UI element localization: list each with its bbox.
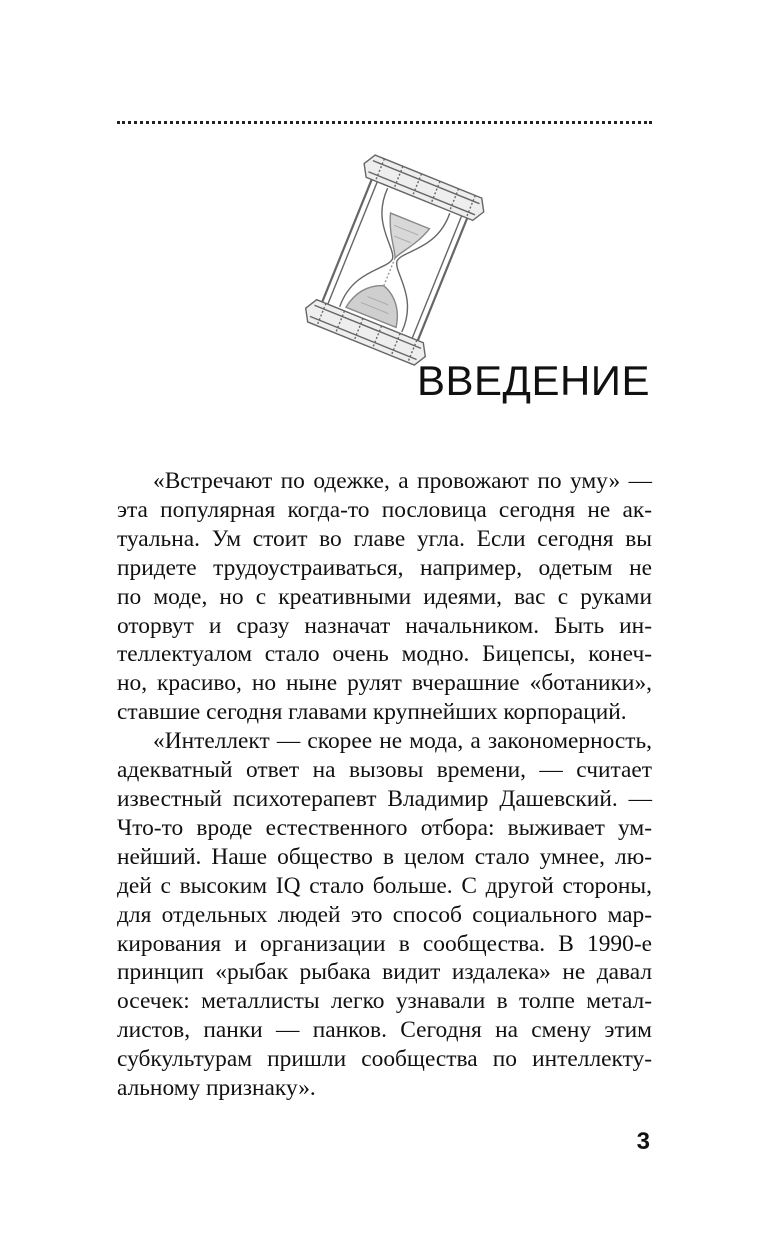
text-line: придете трудоустраиваться, например, одетым не [117,554,652,581]
text-line: принцип «рыбак рыбака видит издалека» не давал [117,959,652,986]
paragraph [117,467,652,727]
text-line: листов, панки — панков. Сегодня на смену этим [117,1017,652,1044]
text-line: альному признаку». [117,1075,316,1102]
text-line: осечек: металлисты легко узнавали в толпе метал- [117,988,652,1015]
text-line: субкультурам пришли сообщества по интеллекту- [117,1046,652,1073]
text-line: оторвут и сразу назначат начальником. Быть ин- [117,612,652,639]
body-text [117,467,652,1103]
text-line: по моде, но с креативными идеями, вас с руками [117,583,652,610]
text-line: «Интеллект — скорее не мода, а закономерность, [153,728,652,755]
dotted-divider [117,121,652,124]
text-line: адекватный ответ на вызовы времени, — считает [117,757,652,784]
text-line: дей с высоким IQ стало больше. С другой стороны, [117,872,652,899]
text-line: туальна. Ум стоит во главе угла. Если сегодня вы [117,525,652,552]
text-line: кирования и организации в сообщества. В 1990-е [117,930,652,957]
text-line: нейший. Наше общество в целом стало умнее, лю- [117,843,652,870]
text-line: теллектуалом стало очень модно. Бицепсы, конеч- [117,641,652,668]
text-line: «Встречают по одежке, а провожают по уму» — [153,468,652,494]
page-number: 3 [636,1128,650,1155]
text-line: ставшие сегодня главами крупнейших корпораций. [117,699,627,726]
text-line: эта популярная когда-то пословица сегодня не ак- [117,496,652,523]
chapter-title: ВВЕДЕНИЕ [416,357,650,404]
paragraph [117,727,652,1103]
text-line: для отдельных людей это способ социального мар- [117,901,652,928]
text-line: известный психотерапевт Владимир Дашевский. — [117,785,652,812]
text-line: Что-то вроде естественного отбора: выживает ум- [117,814,652,841]
text-line: но, красиво, но ныне рулят вчерашние «ботаники», [117,670,652,697]
hourglass-icon [288,140,503,375]
